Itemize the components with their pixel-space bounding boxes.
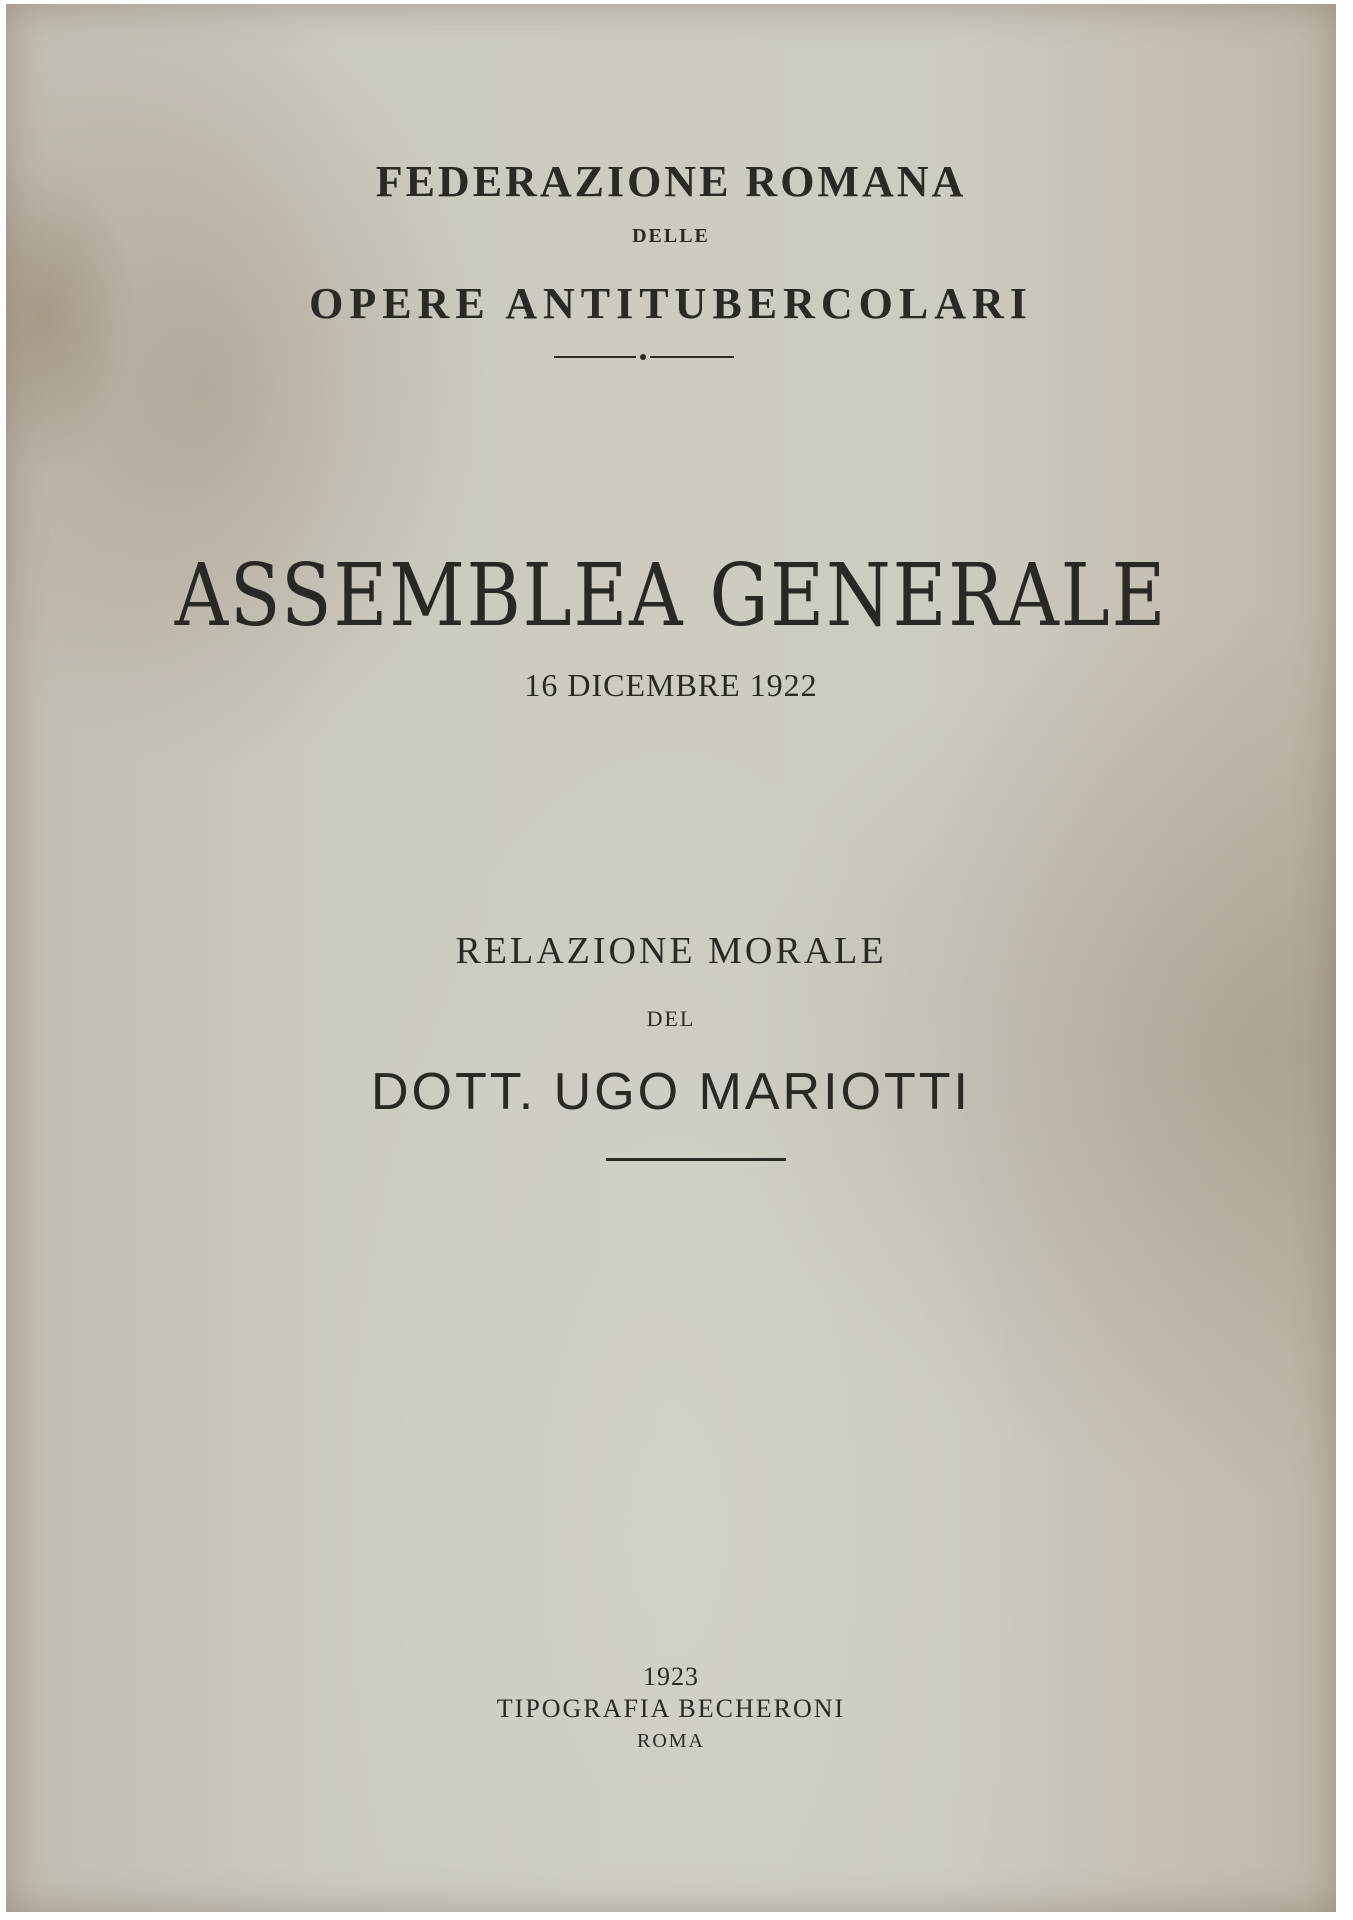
document-cover-page xyxy=(6,4,1336,1912)
assembly-title: ASSEMBLEA GENERALE xyxy=(174,546,1168,646)
report-title: RELAZIONE MORALE xyxy=(455,930,887,972)
organization-name: FEDERAZIONE ROMANA xyxy=(375,157,967,206)
imprint-city: ROMA xyxy=(636,1730,705,1752)
author-underline-rule xyxy=(606,1158,786,1161)
imprint-year: 1923 xyxy=(643,1662,699,1691)
report-connector: DEL xyxy=(646,1006,696,1031)
ornament-left-bar xyxy=(554,356,636,358)
organization-subtitle: OPERE ANTITUBERCOLARI xyxy=(309,279,1033,328)
organization-connector: DELLE xyxy=(632,225,710,247)
assembly-date: 16 DICEMBRE 1922 xyxy=(524,667,818,703)
ornament-dot xyxy=(640,354,646,360)
ornament-right-bar xyxy=(650,356,734,358)
imprint-printer: TIPOGRAFIA BECHERONI xyxy=(496,1694,846,1723)
report-author: DOTT. UGO MARIOTTI xyxy=(371,1063,971,1121)
ornamental-divider xyxy=(554,354,734,360)
